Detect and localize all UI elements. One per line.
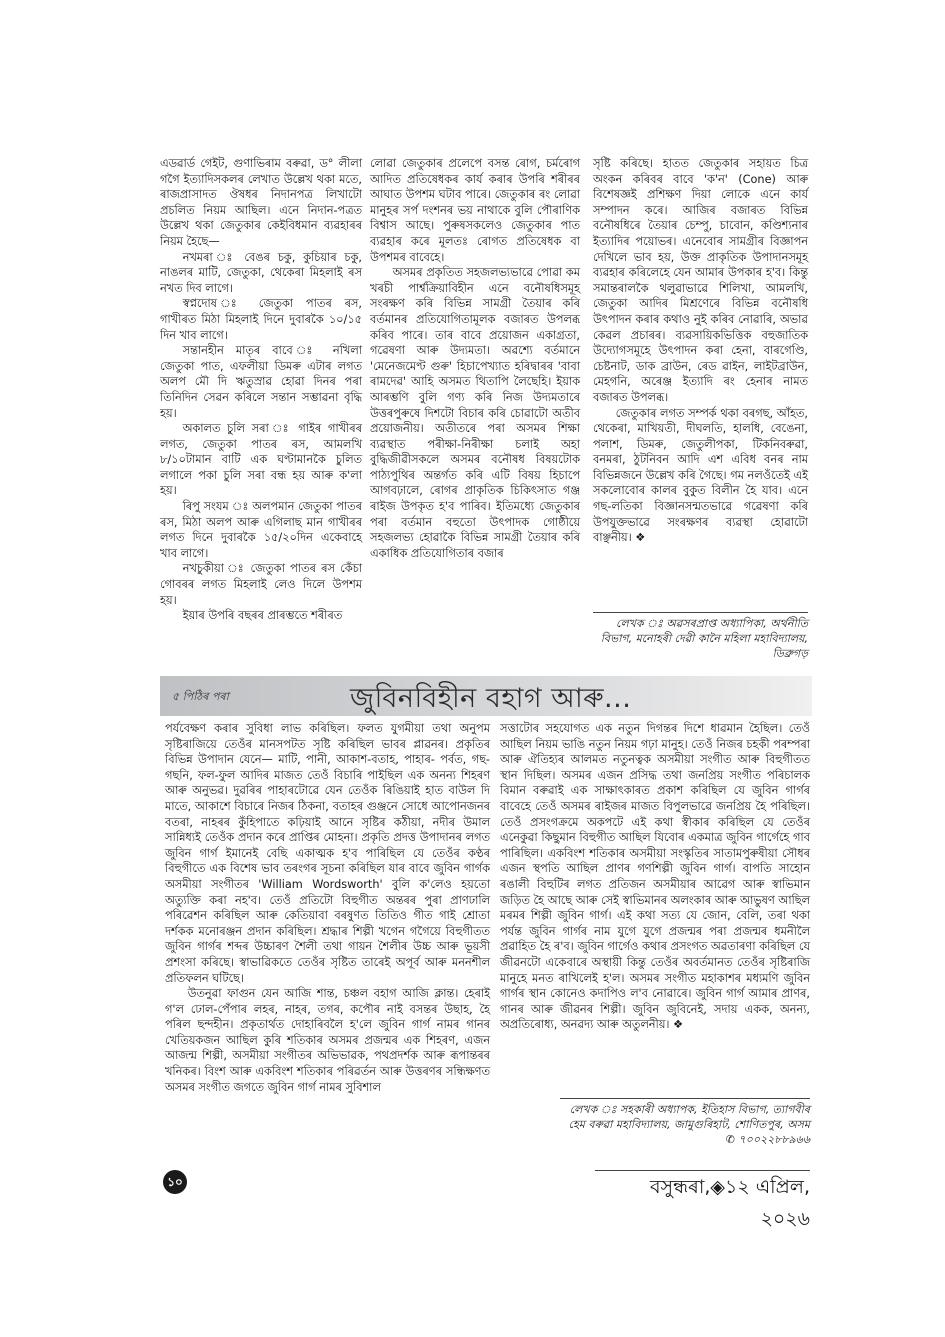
continued-from-label: ৫ পিঠিৰ পৰা xyxy=(172,690,229,703)
article-banner xyxy=(160,676,812,716)
article2-column-1 xyxy=(165,721,490,1095)
paragraph: এডৱাৰ্ড গেইট, গুণাভিৰাম বৰুৱা, ড° লীলা গগৈ ইত্যাদিসকলৰ লেখাত উল্লেখ থকা মতে, ৰাজপ্ৰাসাদত ঔষধৰ নিদানপত্ৰ লিখাটো প্ৰচলিত নিয়ম আছিল। এনে নিদান-পত্ৰত উল্লেখ থকা জেতুকাৰ কেইবিধমান ব্যৱহাৰৰ নিয়ম হৈছে— xyxy=(160,157,362,248)
paragraph: সৃষ্টি কৰিছে। হাতত জেতুকাৰ সহায়ত চিত্ৰ অংকন কৰিবৰ বাবে 'ক'ন' (Cone) আৰু বিশেষজ্ঞই প্ৰশিক্ষণ দিয়া লোকে এনে কাৰ্য সম্পাদন কৰে। আজিৰ বজাৰত বিভিন্ন বনৌষধিৰে তৈয়াৰ চেম্পু, চাবোন, কণ্ডিশ্যনাৰ ইত্যাদিৰ পয়োভৰ। এনেবোৰ সামগ্ৰীৰ বিজ্ঞাপন দেখিলে ভাব হয়, উক্ত প্ৰাকৃতিক উপাদানসমূহ ব্যৱহাৰ কৰিলেহে যেন আমাৰ উপকাৰ হ'ব। কিন্তু সমান্তৰালকৈ থলুৱাভাৱে শিলিখা, আমলখি, জেতুকা আদিৰ মিশ্ৰণেৰে বিভিন্ন বনৌষধি উৎপাদন কৰাৰ কথাও নুই কৰিব নোৱাৰি, অভাৱ কেৱল প্ৰচাৰৰ। ব্যৱসায়িকভিত্তিক বহুজাতিক উদ্যোগসমূহে উৎপাদন কৰা হেনা, বাৰগেণ্ডি, চেষ্টনাট, ডাক ব্ৰাউন, ৰেড ৱাইন, লাইটব্ৰাউন, মেহগনি, অৰেঞ্জ ইত্যাদি ৰং হেনাৰ নামত বজাৰত উপলব্ধ। xyxy=(593,157,808,404)
paragraph: পৰ্যবেক্ষণ কৰাৰ সুবিধা লাভ কৰিছিল। ফলত যুগমীয়া তথা অনুপম সৃষ্টিৰাজিয়ে তেওঁৰ মানসপটত সৃষ্টি কৰিছিল ভাবৰ প্লাৱনৰ। প্ৰকৃতিৰ বিভিন্ন উপাদান যেনে— মাটি, পানী, আকাশ-বতাহ, পাহাৰ- পৰ্বত, গছ-গছনি, ফল-ফুল আদিৰ মাজত তেওঁ বিচাৰি পাইছিল এক অনন্য শিহৰণ আৰু অনুভৱ। দুৱৰিৰ পাহাৰটোৱে যেন তেওঁক ৰিঙিয়াই হাত বাউল দি মাতে, আকাশে বিচাৰে নিজৰ ঠিকনা, বতাহৰ গুঞ্জনে সোধে আপোনজনৰ বতৰা, নাহৰৰ কুঁহিপাতে কঢ়িয়াই আনে সৃষ্টিৰ কঠীয়া, নদীৰ উমাল সান্নিধ্যই তেওঁক প্ৰদান কৰে প্ৰাপ্তিৰ মোহনা। প্ৰকৃতি প্ৰদত্ত উপাদানৰ লগত জুবিন গাৰ্গ ইমানেই বেছি একাত্মক হ'ব পাৰিছিল যে তেওঁৰ কণ্ঠৰ বিহুগীতে এক বিশেষ ভাব তৰংগৰ সূচনা কৰিছিল যাৰ বাবে জুবিন গাৰ্গক অসমীয়া সংগীতৰ 'William Wordsworth' বুলি ক'লেও হয়তো অত্যুক্তি কৰা নহ'ব। তেওঁ প্ৰতিটো বিহুগীত অন্তৰৰ পুৰা প্ৰাণঢালি পৰিৱেশন কৰিছিল আৰু কেতিয়াবা বৰষুণত তিতিও গীত গাই শ্ৰোতা দৰ্শকক মনোৰঞ্জন প্ৰদান কৰিছিল। শ্ৰদ্ধাৰ শিল্পী খগেন গগৈয়ে বিহুগীতত জুবিন গাৰ্গৰ শব্দৰ উচ্চাৰণ শৈলী তথা গায়ন শৈলীৰ উচ্চ আৰু ভূয়সী প্ৰশংসা কৰিছে। স্বাভাৱিকতে তেওঁৰ সৃষ্টিত তাৰেই অপূৰ্ব আৰু মননশীল প্ৰতিফলন ঘটিছে। xyxy=(165,722,490,985)
paragraph: সন্তানহীন মাতৃৰ বাবে ঃ নখিলা জেতুকা পাত, এফলীয়া ডিমৰু এটাৰ লগত অলপ মৌ দি ঋতুস্ৰাৱ হোৱা দিনৰ পৰা তিনিদিন সেৱন কৰিলে সন্তান সম্ভাৱনা বৃদ্ধি হয়। xyxy=(160,344,362,420)
paragraph: ইয়াৰ উপৰি বছৰৰ প্ৰাৰম্ভতে শৰীৰত xyxy=(182,609,343,623)
article2-column-2 xyxy=(500,721,810,1033)
paragraph: জেতুকাৰ লগত সম্পৰ্ক থকা বৰগছ, আঁহত, থেকেৰা, মাখিয়তী, দীঘলতি, হালধি, বেঙেনা, পলাশ, ডিমৰু, জেতুলীপকা, টিকনিবৰুৱা, বনমৰা, ঠুটনিবন আদি এশ এবিধ বনৰ নাম বিভিন্নজনে উল্লেখ কৰি গৈছে। গম নলওঁতেই এই সকলোবোৰ কালৰ বুকুত বিলীন হৈ যাব। এনে গছ-লতিকা বিজ্ঞানসন্মতভাৱে গৱেষণা কৰি উপযুক্তভাৱে সংৰক্ষণৰ ব্যৱস্থা হোৱাটো বাঞ্ছনীয়। ❖ xyxy=(593,406,808,545)
paragraph: উতনুৱা ফাগুন যেন আজি শান্ত, চঞ্চল বহাগ আজি ক্লান্ত। হেৰাই গ'ল ঢোল-পেঁপাৰ লহৰ, নাহৰ, তগৰ, কপৌৰ নাই বসন্তৰ উছাহ, হৈ পৰিল ছন্দহীন। প্ৰকৃতাৰ্থত দোহাৰিবলৈ হ'লে জুবিন গাৰ্গ নামৰ গানৰ খেতিয়কজন আছিল কুৰি শতিকাৰ অসমৰ প্ৰজন্মৰ এক শিহৰণ, এজন আজন্ম শিল্পী, অসমীয়া সংগীতৰ অভিভাৱক, পথপ্ৰদৰ্শক আৰু ৰূপান্তৰৰ খনিকৰ। বিংশ আৰু একবিংশ শতিকাৰ পৰিৱৰ্তন আৰু উত্তৰণৰ সন্ধিক্ষণত অসমৰ সংগীত জগতে জুবিন গাৰ্গ নামৰ সুবিশাল xyxy=(165,987,490,1094)
paragraph: নখচুকীয়া ঃ জেতুকা পাতৰ ৰস কেঁচা গোবৰৰ লগত মিহলাই লেও দিলে উপশম হয়। xyxy=(160,562,362,607)
paragraph: ৰিপু সংযম ঃ অলপমান জেতুকা পাতৰ ৰস, মিঠা অলপ আৰু এগিলাছ মান গাখীৰৰ লগত দিনে দুবাৰকৈ ১৫/২০দিন একেবাহে খাব লাগে। xyxy=(160,500,362,560)
article1-column-3 xyxy=(593,156,808,546)
author-byline: লেখক ঃ অৱসৰপ্ৰাপ্ত অধ্যাপিকা, অৰ্থনীতি বিভাগ, মনোহৰী দেৱী কানৈ মহিলা মহাবিদ্যালয়, ডিব্ৰুগড় xyxy=(593,612,808,661)
article1-column-1 xyxy=(160,156,362,624)
page-number: ১০ xyxy=(163,1170,187,1194)
masthead-date: বসুন্ধৰা,◈১২ এপ্ৰিল, ২০২৬ xyxy=(595,1170,810,1237)
article1-column-2 xyxy=(370,156,580,561)
article-title: জুবিনবিহীন বহাগ আৰু... xyxy=(350,683,632,714)
author-byline xyxy=(560,1098,810,1147)
paragraph: স্বপ্নদোষ ঃ জেতুকা পাতৰ ৰস, গাখীৰত মিঠা মিহলাই দিনে দুবাৰকৈ ১০/১৫ দিন খাব লাগে। xyxy=(160,297,362,342)
paragraph: নখমৰা ঃ বেঙৰ চকু, কুচিয়াৰ চকু, নাঙলৰ মাটি, জেতুকা, থেকেৰা মিহলাই ৰস নখত দিব লাগে। xyxy=(160,250,362,295)
paragraph: লোৱা জেতুকাৰ প্ৰলেপে বসন্ত ৰোগ, চৰ্মৰোগ আদিত প্ৰতিষেধকৰ কাৰ্য কৰাৰ উপৰি শৰীৰৰ আঘাত উপশম ঘটাব পাৰে। জেতুকাৰ ৰং লোৱা মানুহৰ সৰ্প দংশনৰ ভয় নাথাকে বুলি পৌৰাণিক বিশ্বাস আছে। পুৰুষসকলেও জেতুকাৰ পাত ব্যৱহাৰ কৰে মূলতঃ ৰোগত প্ৰতিষেধক বা উপশমৰ বাবেহে। xyxy=(370,157,580,264)
author-phone: ✆ ৭০০২২৮৮৯৬৬ xyxy=(725,1133,810,1146)
author-affiliation: লেখক ঃ সহকাৰী অধ্যাপক, ইতিহাস বিভাগ, ত্যাগবীৰ হেম বৰুৱা মহাবিদ্যালয়, জামুগুৰিহাট, শোণিতপুৰ, অসম xyxy=(568,1103,810,1131)
paragraph: অকালত চুলি সৰা ঃ গাইৰ গাখীৰৰ লগত, জেতুকা পাতৰ ৰস, আমলখি ৮/১০টামান বাটি এক ঘণ্টামানকৈ চুলিত লগালে পকা চুলি সৰা বন্ধ হয় আৰু ক'লা হয়। xyxy=(160,422,362,498)
paragraph: সত্তাটোৰ সহযোগত এক নতুন দিগন্তৰ দিশে ধাৱমান হৈছিল। তেওঁ আছিল নিয়ম ভাঙি নতুন নিয়ম গঢ়া মানুহ। তেওঁ নিজৰ চহকী পৰম্পৰা আৰু ঐতিহ্যৰ আলমত নতুনত্বক অসমীয়া সংগীত আৰু বিহুগীতত স্থান দিছিল। অসমৰ এজন প্ৰসিদ্ধ তথা জনপ্ৰিয় সংগীত পৰিচালক বিমান বৰুৱাই এক সাক্ষাৎকাৰত প্ৰকাশ কৰিছিল যে জুবিন গাৰ্গৰ বাবেহে তেওঁ অসমৰ ৰাইজৰ মাজত বিপুলভাৱে জনপ্ৰিয় হৈ পৰিছিল। তেওঁ প্ৰসংগক্ৰমে অকপটে এই কথা স্বীকাৰ কৰিছিল যে তেওঁৰ এনেকুৱা কিছুমান বিহুগীত আছিল যিবোৰ একমাত্ৰ জুবিন গাৰ্গেহে গাব পাৰিছিল। একবিংশ শতিকাৰ অসমীয়া সংস্কৃতিৰ সাতামপুৰুষীয়া সৌধৰ এজন স্থপতি আছিল প্ৰাণৰ গণশিল্পী জুবিন গাৰ্গ। বাপতি সাহোন ৰঙালী বিহুটিৰ লগত প্ৰতিজন অসমীয়াৰ আৱেগ আৰু স্বাভিমান জড়িত হৈ আছে আৰু সেই স্বাভিমানৰ অলংকাৰ আৰু আভুষণ আছিল মৰমৰ শিল্পী জুবিন গাৰ্গ। এই কথা সত্য যে জোন, বেলি, তৰা থকা পৰ্যন্ত জুবিন গাৰ্গৰ নাম যুগে যুগে প্ৰজন্মৰ পৰা প্ৰজন্মৰ ধমনীলৈ প্ৰৱাহিত হৈ ৰ'ব। জুবিন গাৰ্গেও কথাৰ প্ৰসংগত অৱতাৰণা কৰিছিল যে জীৱনটো একেবাৰে অস্থায়ী কিন্তু তেওঁৰ অবৰ্তমানত তেওঁৰ সৃষ্টিৰাজি মানুহে মনত ৰাখিলেই হ'ল। অসমৰ সংগীত মহাকাশৰ মধ্যমণি জুবিন গাৰ্গৰ স্থান কোনেও কদাপিও ল'ব নোৱাৰে। জুবিন গাৰ্গ আমাৰ প্ৰাণৰ, গানৰ আৰু জীৱনৰ শিল্পী। জুবিন জুবিনেই, সদায় একক, অনন্য, অপ্ৰতিৰোধ্য, অনৱদ্য আৰু অতুলনীয়। ❖ xyxy=(500,722,810,1032)
paragraph: অসমৰ প্ৰকৃতিত সহজলভ্যভাৱে পোৱা কম খৰচী পাৰ্শ্বক্ৰিয়াবিহীন এনে বনৌষধিসমূহ সংৰক্ষণ কৰি বিভিন্ন সামগ্ৰী তৈয়াৰ কৰি বৰ্তমানৰ প্ৰতিযোগিতামূলক বজাৰত উপলব্ধ কৰিব পাৰে। তাৰ বাবে প্ৰয়োজন একাগ্ৰতা, গৱেষণা আৰু উদ্যমতা। অৱশ্যে বৰ্তমানে 'মেনেজমেণ্ট গুৰু' হিচাপেখ্যাত হৰিদ্বাৰৰ 'বাবা ৰামদেৱ' আহি অসমত থিতাপি লৈছেহি। ইয়াক আৰম্ভণি বুলি গণ্য কৰি নিজ উদ্যমতাৰে উত্তৰপুৰুষে দিশটো বিচাৰ কৰি চোৱাটো অতীব প্ৰয়োজনীয়। অতীতৰে পৰা অসমৰ শিক্ষা ব্যৱস্থাত পৰীক্ষা-নিৰীক্ষা চলাই অহা বুদ্ধিজীৱীসকলে অসমৰ বনৌষধ বিষয়টোক পাঠ্যপুথিৰ অন্তৰ্গত কৰি এটি বিষয় হিচাপে আগবঢ়ালে, ৰোগৰ প্ৰাকৃতিক চিকিৎসাত গঞ্জ ৰাইজ উপকৃত হ'ব পাৰিব। ইতিমধ্যে জেতুকাৰ পৰা বৰ্তমান বহুতো উৎপাদক গোষ্ঠীয়ে সহজলভ্য হোৱাকৈ বিভিন্ন সামগ্ৰী তৈয়াৰ কৰি একাধিক প্ৰতিযোগিতাৰ বজাৰ xyxy=(370,266,580,560)
